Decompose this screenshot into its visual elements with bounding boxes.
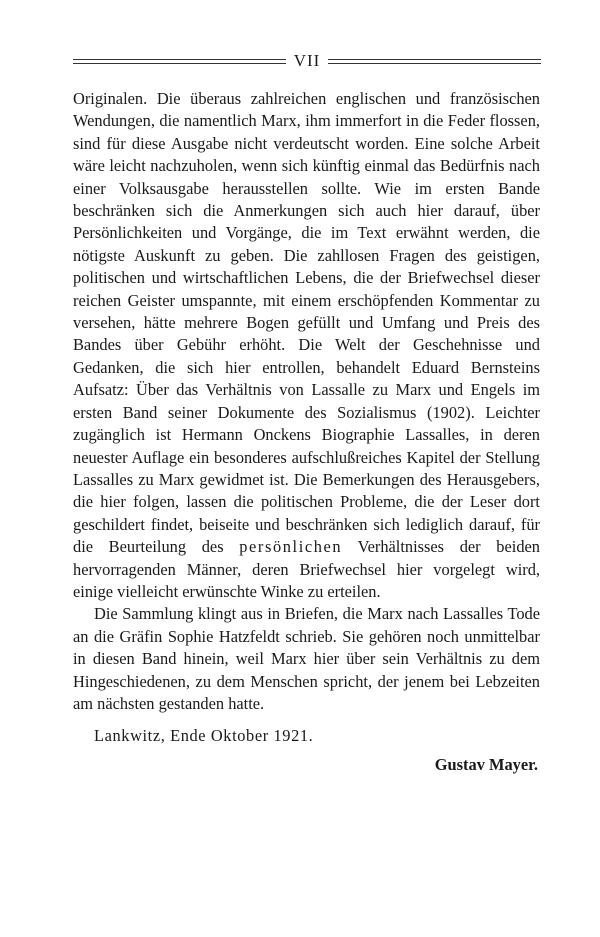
paragraph-1 (73, 88, 540, 603)
paragraph-2: Die Sammlung klingt aus in Briefen, die Marx nach Lassalles Tode an die Gräfin Sophie Hatzfeldt schrieb. Sie gehören noch unmittelbar in diesen Band hinein, weil Marx hier über sein Verhältnis zu dem Hingeschiedenen, zu dem Menschen spricht, der jenem bei Lebzeiten am nächsten gestanden hatte. (73, 604, 540, 713)
dateline: Lankwitz, Ende Oktober 1921. (94, 726, 314, 746)
paragraph-1-text-a: Originalen. Die überaus zahlreichen englischen und französischen Wendungen, die namentlich Marx, ihm immerfort in die Feder flossen, sind für diese Ausgabe nicht verdeutscht worden. Eine solche Arbeit wäre leicht nachzuholen, wenn sich künftig einmal das Bedürfnis nach einer Volksausgabe herausstellen sollte. Wie im ersten Bande beschränken sich die Anmerkungen sich auch hier darauf, über Persönlichkeiten und Vorgänge, die im Text erwähnt werden, die nötigste Auskunft zu geben. Die zahllosen Fragen des geistigen, politischen und wirtschaftlichen Lebens, die der Briefwechsel dieser reichen Geister umspannte, mit einem erschöpfenden Kommentar zu versehen, hätte mehrere Bogen gefüllt und Umfang und Preis des Bandes über Gebühr erhöht. Die Welt der Geschehnisse und Gedanken, die sich hier entrollen, behandelt Eduard Bernsteins Aufsatz: Über das Verhältnis von Lassalle zu Marx und Engels im ersten Band seiner Dokumente des Sozialismus (1902). Leichter zugänglich ist Hermann Onckens Biographie Lassalles, in deren neuester Auflage ein besonderes aufschlußreiches Kapitel der Stellung Lassalles zu Marx gewidmet ist. Die Bemerkungen des Herausgebers, die hier folgen, lassen die politischen Probleme, die der Leser dort geschildert findet, beiseite und beschränken sich lediglich darauf, für die Beurteilung des (73, 89, 540, 557)
paragraph-1-text-b: Verhältnisses der beiden hervorragenden Männer, deren Briefwechsel hier vorgelegt wird, einige vielleicht erwünschte Winke zu erteilen. (73, 537, 540, 601)
closing (73, 725, 540, 776)
header-rule-left (73, 59, 286, 64)
page-header (73, 51, 541, 71)
signature: Gustav Mayer. (434, 754, 538, 774)
paragraph-1-spaced-word: persönlichen (239, 537, 343, 557)
page-body (73, 88, 540, 776)
page-number: VII (293, 51, 321, 70)
header-rule-right (328, 59, 541, 64)
